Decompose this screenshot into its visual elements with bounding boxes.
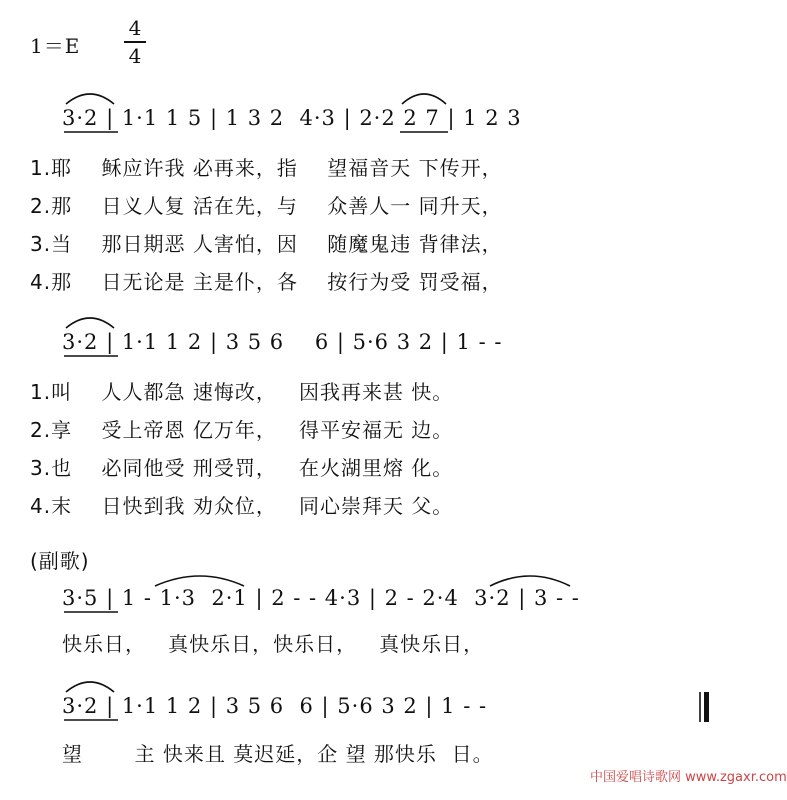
section1-lyric-1: 1.耶 稣应许我 必再来，指 望福音天 下传开， (30, 156, 503, 180)
time-signature-line (124, 41, 146, 43)
section1-notes: 3·2 | 1·1 1 5 | 1 3 2 4·3 | 2·2 2 7 | 1 2 3 (62, 106, 522, 130)
chorus-lyric-1: 快乐日， 真快乐日，快乐日， 真快乐日， (62, 632, 485, 656)
slur (155, 576, 244, 586)
watermark: 中国爱唱诗歌网 www.zgaxr.com (590, 770, 787, 785)
chorus-notes-1: 3·5 | 1 - 1·3 2·1 | 2 - - 4·3 | 2 - 2·4 3·2 | 3 - - (62, 586, 580, 610)
section1-lyric-4: 4.那 日无论是 主是仆，各 按行为受 罚受福， (30, 270, 503, 294)
slur (402, 94, 446, 104)
section2-lyric-4: 4.末 日快到我 劝众位， 同心崇拜天 父。 (30, 494, 454, 518)
chorus-lyric-2: 望 主 快来且 莫迟延，企 望 那快乐 日。 (62, 742, 494, 766)
section2-lyric-1: 1.叫 人人都急 速悔改， 因我再来甚 快。 (30, 380, 454, 404)
section2-lyric-3: 3.也 必同他受 刑受罚， 在火湖里熔 化。 (30, 456, 454, 480)
key-signature: 1＝E (30, 34, 81, 58)
section2-notes: 3·2 | 1·1 1 2 | 3 5 6 6 | 5·6 3 2 | 1 - - (62, 330, 503, 354)
slur (66, 682, 114, 692)
chorus-label: (副歌) (30, 549, 90, 573)
slur (66, 318, 114, 328)
slur (66, 94, 114, 104)
chorus-notes-2: 3·2 | 1·1 1 2 | 3 5 6 6 | 5·6 3 2 | 1 - - (62, 694, 488, 718)
section1-lyric-3: 3.当 那日期恶 人害怕，因 随魔鬼违 背律法， (30, 232, 503, 256)
time-signature (124, 18, 146, 66)
section2-lyric-2: 2.享 受上帝恩 亿万年， 得平安福无 边。 (30, 418, 454, 442)
final-barline-thick (704, 692, 709, 722)
slur (490, 576, 570, 586)
time-signature-bottom: 4 (128, 44, 142, 68)
time-signature-top: 4 (128, 16, 142, 40)
section1-lyric-2: 2.那 日义人复 活在先，与 众善人一 同升天， (30, 194, 503, 218)
